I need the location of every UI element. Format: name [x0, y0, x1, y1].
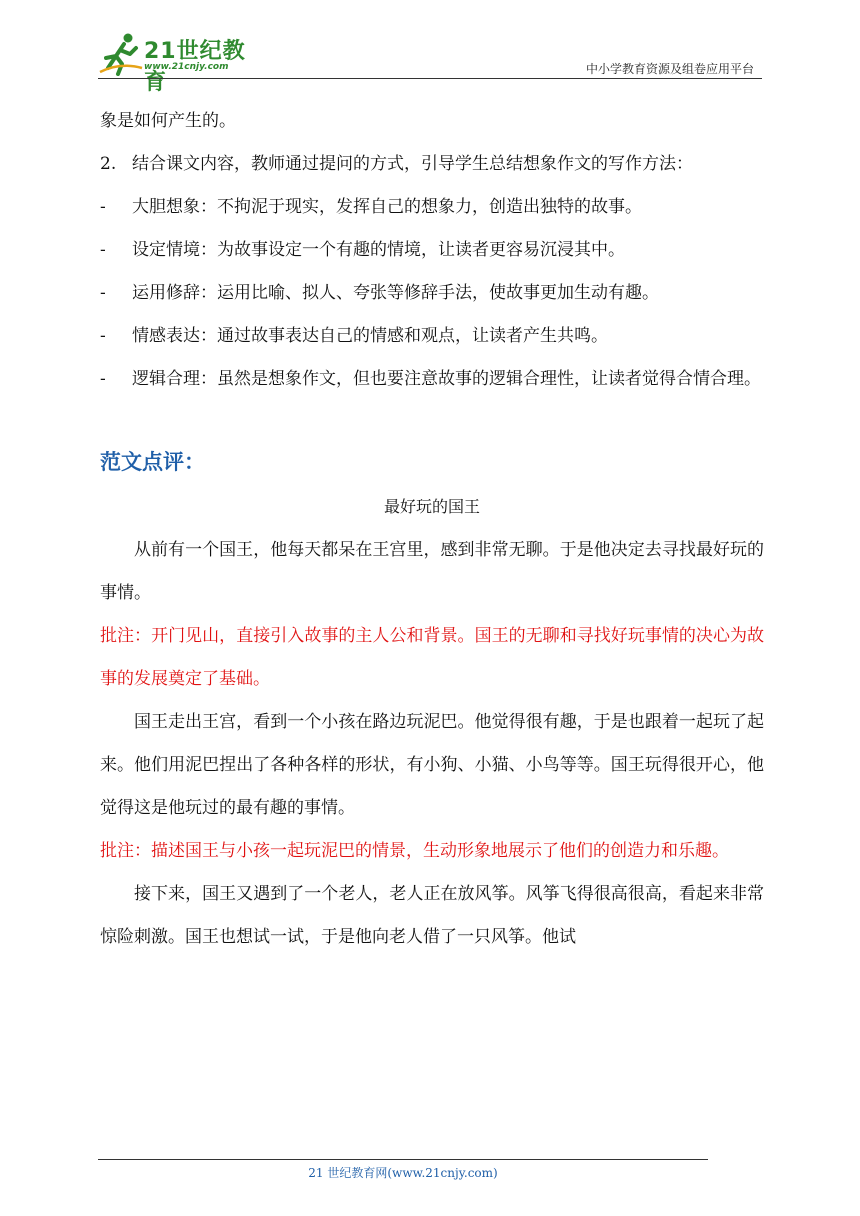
platform-name: 中小学教育资源及组卷应用平台 — [585, 62, 754, 76]
footer-divider — [98, 1159, 708, 1160]
essay-paragraph: 从前有一个国王，他每天都呆在王宫里，感到非常无聊。于是他决定去寻找最好玩的事情。 — [100, 540, 764, 603]
item-number: 2. — [100, 154, 117, 174]
header-divider — [98, 78, 762, 79]
bullet-text: 运用修辞：运用比喻、拟人、夸张等修辞手法，使故事更加生动有趣。 — [132, 283, 659, 303]
annotation: 批注：描述国王与小孩一起玩泥巴的情景，生动形象地展示了他们的创造力和乐趣。 — [100, 841, 729, 861]
bullet-text: 设定情境：为故事设定一个有趣的情境，让读者更容易沉浸其中。 — [132, 240, 625, 260]
numbered-item — [100, 143, 764, 186]
bullet-item — [100, 315, 764, 358]
bullet-item — [100, 358, 764, 401]
bullet-marker: - — [100, 283, 106, 303]
logo-text: 21世纪教育 — [144, 39, 246, 95]
essay-title: 最好玩的国王 — [383, 497, 480, 516]
bullet-text: 情感表达：通过故事表达自己的情感和观点，让读者产生共鸣。 — [132, 326, 608, 346]
bullet-marker: - — [100, 369, 106, 389]
annotation: 批注：开门见山，直接引入故事的主人公和背景。国王的无聊和寻找好玩事情的决心为故事的发展奠定了基础。 — [100, 626, 764, 689]
bullet-text: 大胆想象：不拘泥于现实，发挥自己的想象力，创造出独特的故事。 — [132, 197, 642, 217]
document-body — [100, 100, 764, 959]
item-text: 结合课文内容，教师通过提问的方式，引导学生总结想象作文的写作方法： — [132, 154, 693, 174]
bullet-item — [100, 272, 764, 315]
logo — [98, 32, 268, 95]
footer-text: 21 世纪教育网(www.21cnjy.com) — [308, 1166, 498, 1180]
runner-logo-icon — [98, 32, 144, 76]
bullet-text: 逻辑合理：虽然是想象作文，但也要注意故事的逻辑合理性，让读者觉得合情合理。 — [132, 369, 761, 389]
essay-paragraph: 接下来，国王又遇到了一个老人，老人正在放风筝。风筝飞得很高很高，看起来非常惊险刺激。国王也想试一试，于是他向老人借了一只风筝。他试 — [100, 884, 764, 947]
section-title: 范文点评： — [100, 450, 205, 474]
bullet-item — [100, 186, 764, 229]
bullet-marker: - — [100, 197, 106, 217]
bullet-marker: - — [100, 240, 106, 260]
essay-paragraph: 国王走出王宫，看到一个小孩在路边玩泥巴。他觉得很有趣，于是也跟着一起玩了起来。他们用泥巴捏出了各种各样的形状，有小狗、小猫、小鸟等等。国王玩得很开心，他觉得这是他玩过的最有趣的事情。 — [100, 712, 764, 818]
bullet-item — [100, 229, 764, 272]
logo-url: www.21cnjy.com — [144, 62, 229, 72]
page-header — [98, 30, 762, 95]
text-line: 象是如何产生的。 — [100, 111, 236, 131]
bullet-marker: - — [100, 326, 106, 346]
